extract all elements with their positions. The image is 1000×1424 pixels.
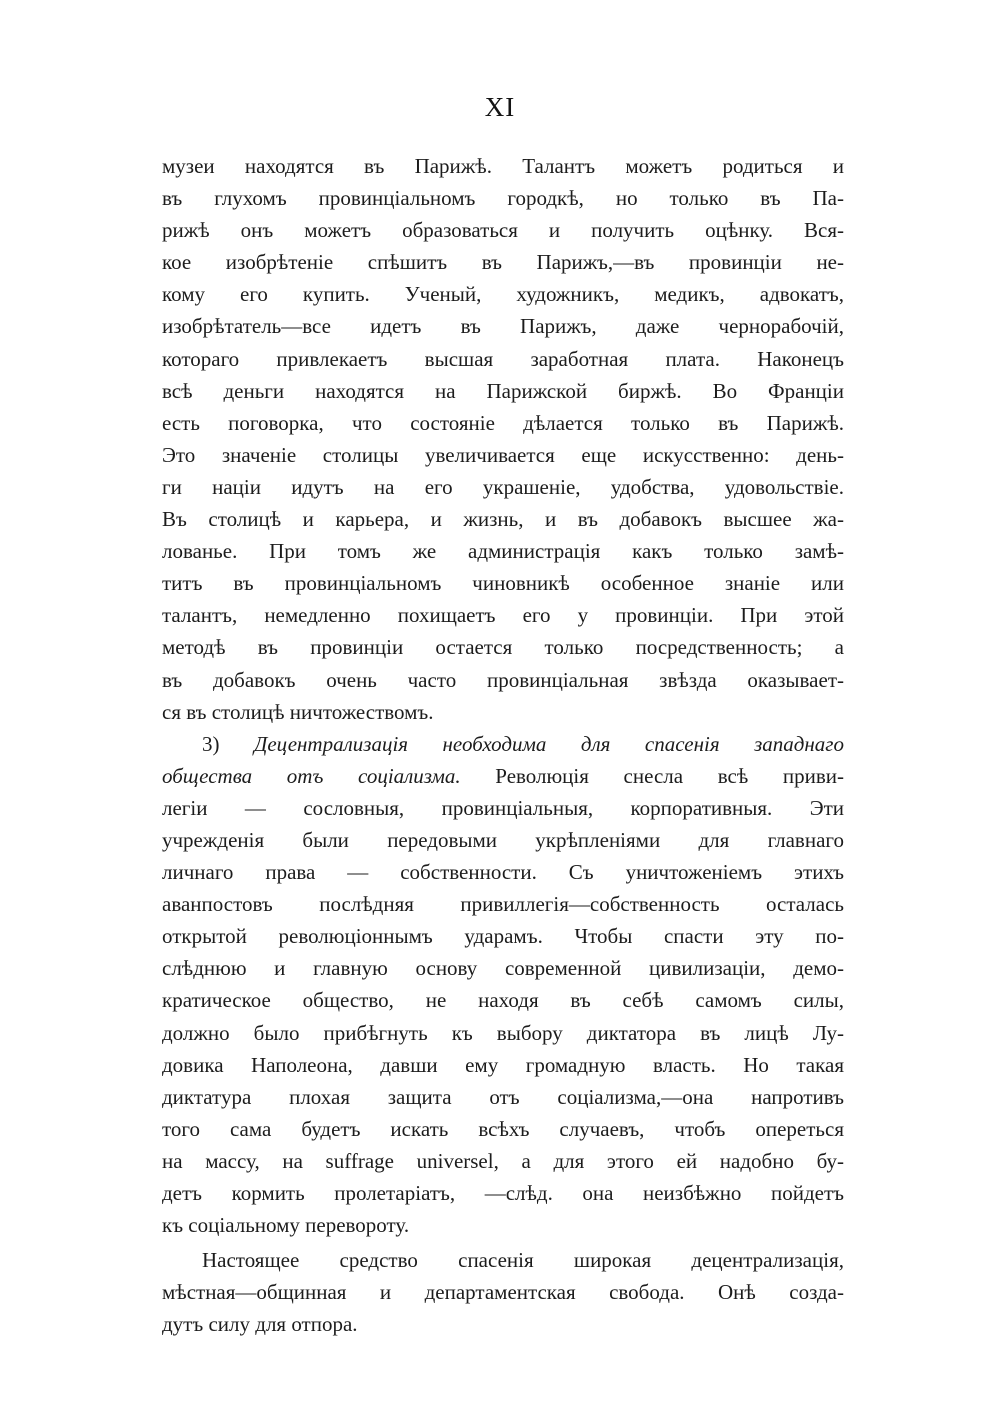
text-line: изобрѣтатель—все идетъ въ Парижъ, даже чернорабочій, [162, 314, 844, 339]
text-line: въ глухомъ провинціальномъ городкѣ, но только въ Па- [162, 186, 844, 211]
text-line: диктатура плохая защита отъ соціализма,—она напротивъ [162, 1084, 844, 1109]
text-line: всѣ деньги находятся на Парижской биржѣ. Во Франціи [162, 378, 844, 403]
text-line: къ соціальному перевороту. [162, 1213, 410, 1238]
section-heading-line [162, 728, 844, 760]
text-line: на массу, на suffrage universel, а для этого ей надобно бу- [162, 1148, 844, 1173]
text-line: детъ кормить пролетаріатъ, —слѣд. она неизбѣжно пойдетъ [162, 1181, 844, 1205]
text-line: методѣ въ провинціи остается только посредственность; а [162, 635, 844, 660]
section-number: 3) [202, 731, 220, 756]
section-text: Революція снесла всѣ приви- [495, 763, 845, 788]
text-line: кое изобрѣтеніе спѣшитъ въ Парижъ,—въ провинціи не- [162, 250, 844, 275]
text-line: ги націи идутъ на его украшеніе, удобства, удовольствіе. [162, 474, 844, 499]
text-line: въ добавокъ очень часто провинціальная звѣзда оказывает- [162, 667, 844, 692]
text-line: котораго привлекаетъ высшая заработная плата. Наконецъ [162, 346, 844, 371]
text-line: есть поговорка, что состояніе дѣлается только въ Парижѣ. [162, 410, 844, 435]
text-line: рижѣ онъ можетъ образоваться и получить оцѣнку. Вся- [162, 218, 844, 243]
text-line: дутъ силу для отпора. [162, 1312, 358, 1337]
text-line: личнаго права — собственности. Съ уничтоженіемъ этихъ [162, 860, 844, 885]
text-line: кому его купить. Ученый, художникъ, медикъ, адвокатъ, [162, 282, 844, 307]
text-line: музеи находятся въ Парижѣ. Талантъ можетъ родиться и [162, 154, 844, 178]
text-line: открытой революціоннымъ ударамъ. Чтобы спасти эту по- [162, 924, 844, 949]
text-line: титъ въ провинціальномъ чиновникѣ особенное знаніе или [162, 571, 844, 596]
text-line: Настоящее средство спасенія широкая децентрализація, [202, 1248, 844, 1273]
page-body [162, 150, 844, 1340]
text-line: лованье. При томъ же администрація какъ только замѣ- [162, 539, 844, 564]
section-title-italic-cont: общества отъ соціализма. [162, 763, 461, 788]
text-line: учрежденія были передовыми укрѣпленіями для главнаго [162, 827, 844, 852]
text-line: ся въ столицѣ ничтожествомъ. [162, 699, 434, 724]
text-line: Въ столицѣ и карьера, и жизнь, и въ добавокъ высшее жа- [162, 507, 844, 532]
text-line: довика Наполеона, давши ему громадную власть. Но такая [162, 1052, 844, 1077]
text-line: слѣднюю и главную основу современной цивилизаціи, демо- [162, 956, 844, 981]
section-title-italic: Децентрализація необходима для спасенія западнаго [253, 731, 844, 756]
text-line: Это значеніе столицы увеличивается еще искусственно: день- [162, 442, 844, 467]
text-line: должно было прибѣгнуть къ выбору диктатора въ лицѣ Лу- [162, 1020, 844, 1045]
text-line: легіи — сословныя, провинціальныя, корпоративныя. Эти [162, 795, 844, 820]
text-line: аванпостовъ послѣдняя привиллегія—собственность осталась [162, 892, 844, 917]
text-line: талантъ, немедленно похищаетъ его у провинціи. При этой [162, 603, 844, 628]
text-line: того сама будетъ искать всѣхъ случаевъ, чтобъ опереться [162, 1116, 844, 1141]
text-line: кратическое общество, не находя въ себѣ самомъ силы, [162, 988, 844, 1013]
section-heading-line-2 [162, 760, 844, 792]
page-number: XI [484, 92, 516, 122]
text-line: мѣстная—общинная и департаментская свобода. Онѣ созда- [162, 1280, 844, 1305]
